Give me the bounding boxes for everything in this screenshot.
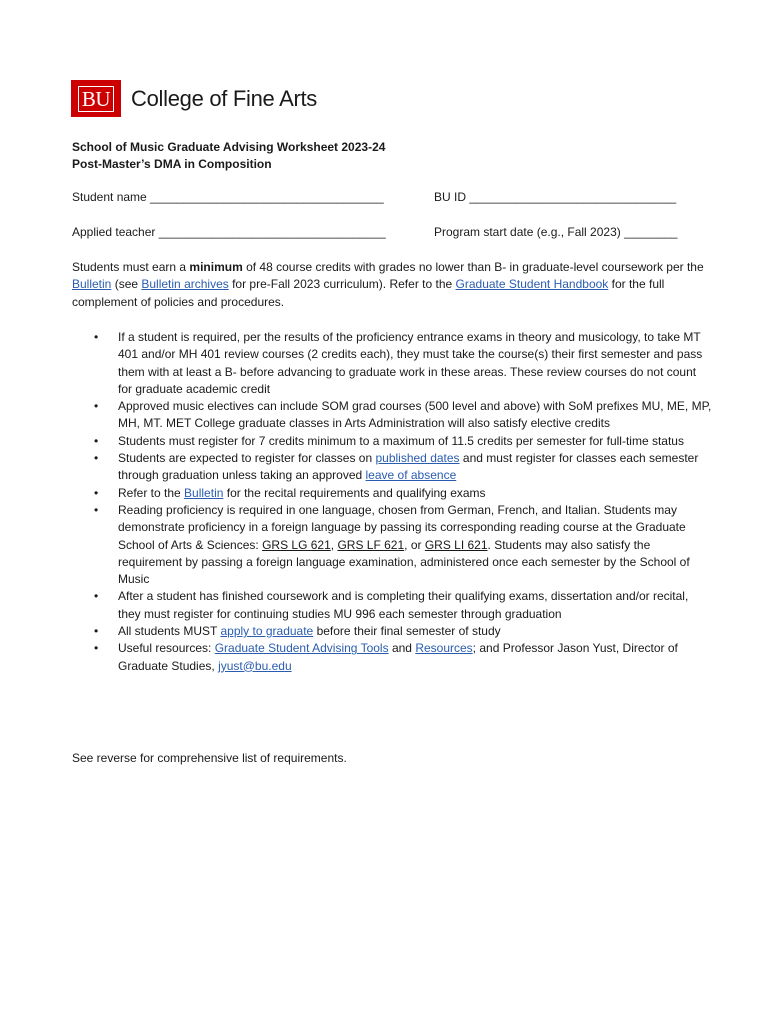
advising-tools-link[interactable]: Graduate Student Advising Tools [214,641,389,656]
list-item-text: ; and Professor Jason Yust, Director of Graduate Studies, [118,641,678,673]
intro-text: of 48 course credits with grades no lower than B- in graduate-level coursework per the [242,260,704,274]
bulletin-recital-link[interactable]: Bulletin [184,485,224,500]
applied-teacher-field[interactable]: Applied teacher __________________________________ [72,225,386,239]
list-item [72,398,712,433]
title-line-2: Post-Master’s DMA in Composition [72,157,272,171]
published-dates-link[interactable]: published dates [375,451,460,466]
intro-text: for the full complement of policies and procedures. [72,277,665,309]
intro-text: for pre-Fall 2023 curriculum). Refer to the [228,277,456,292]
bu-logo-text: BU [78,86,114,112]
course-grs-lf-621[interactable]: GRS LF 621 [337,537,405,552]
apply-to-graduate-link[interactable]: apply to graduate [220,624,314,639]
intro-paragraph [72,259,712,311]
bulletin-archives-link[interactable]: Bulletin archives [141,277,229,292]
student-name-field[interactable]: Student name ___________________________________ [72,190,384,204]
list-item-text: Refer to the [118,485,185,500]
list-item-text: and must register for classes each semester through graduation unless taking an approved [118,451,699,483]
course-grs-lg-621[interactable]: GRS LG 621 [262,537,331,552]
document-title [72,139,385,173]
list-item-text: Approved music electives can include SOM grad courses (500 level and above) with SoM prefixes MU, ME, MP, MH, MT. MET College graduate classes in Arts Administration will also satisfy elective credits [118,399,712,431]
bu-id-field[interactable]: BU ID _______________________________ [434,190,677,204]
list-item-text: Students are expected to register for classes on [118,451,376,466]
list-item [72,502,712,588]
list-item-text: Students must register for 7 credits minimum to a maximum of 11.5 credits per semester for full-time status [118,433,684,448]
program-start-field[interactable]: Program start date (e.g., Fall 2023) ________ [434,225,678,239]
list-item [72,433,712,450]
leave-of-absence-link[interactable]: leave of absence [365,468,457,483]
list-item-text: , [330,537,338,552]
bulletin-link[interactable]: Bulletin [72,277,112,292]
title-line-1: School of Music Graduate Advising Worksheet 2023-24 [72,140,386,154]
list-item-text: for the recital requirements and qualifying exams [223,485,486,500]
email-link[interactable]: jyust@bu.edu [218,658,292,673]
list-item-text: and [388,641,416,656]
list-item-text: If a student is required, per the results of the proficiency entrance exams in theory and musicology, to take MT 401 and/or MH 401 review courses (2 credits each), they must take the course(s) their first semester and pass them with at least a B- before advancing to graduate work in these areas. These review courses do not count for graduate academic credit [118,330,703,396]
list-item [72,588,712,623]
list-item-text: Reading proficiency is required in one language, chosen from German, French, and Italian. Students may demonstrate proficiency in a foreign language by passing its corresponding reading course at the Graduate School of Arts & Sciences: [118,502,686,552]
list-item-text: All students MUST [118,624,221,639]
list-item [72,329,712,398]
list-item-text: before their final semester of study [313,624,501,639]
list-item-text: . Students may also satisfy the requirement by passing a foreign language examination, administered once each semester by the School of Music [118,537,690,587]
list-item [72,623,712,640]
course-grs-li-621[interactable]: GRS LI 621 [424,537,488,552]
list-item-text: Useful resources: [118,641,215,656]
list-item [72,485,712,502]
intro-text: (see [111,277,142,292]
list-item-text: , or [404,537,425,552]
graduate-handbook-link[interactable]: Graduate Student Handbook [455,277,609,292]
college-name: College of Fine Arts [131,85,317,111]
bu-logo-mark [71,80,121,117]
bu-cfa-logo [71,80,317,117]
list-item [72,450,712,485]
list-item [72,640,712,675]
footer-note: See reverse for comprehensive list of requirements. [72,751,347,765]
requirements-list [72,329,712,675]
intro-bold-minimum: minimum [189,260,243,274]
intro-text: Students must earn a [72,260,190,274]
list-item-text: After a student has finished coursework and is completing their qualifying exams, dissertation and/or recital, they must register for continuing studies MU 996 each semester through graduation [118,589,689,621]
resources-link[interactable]: Resources [415,641,473,656]
